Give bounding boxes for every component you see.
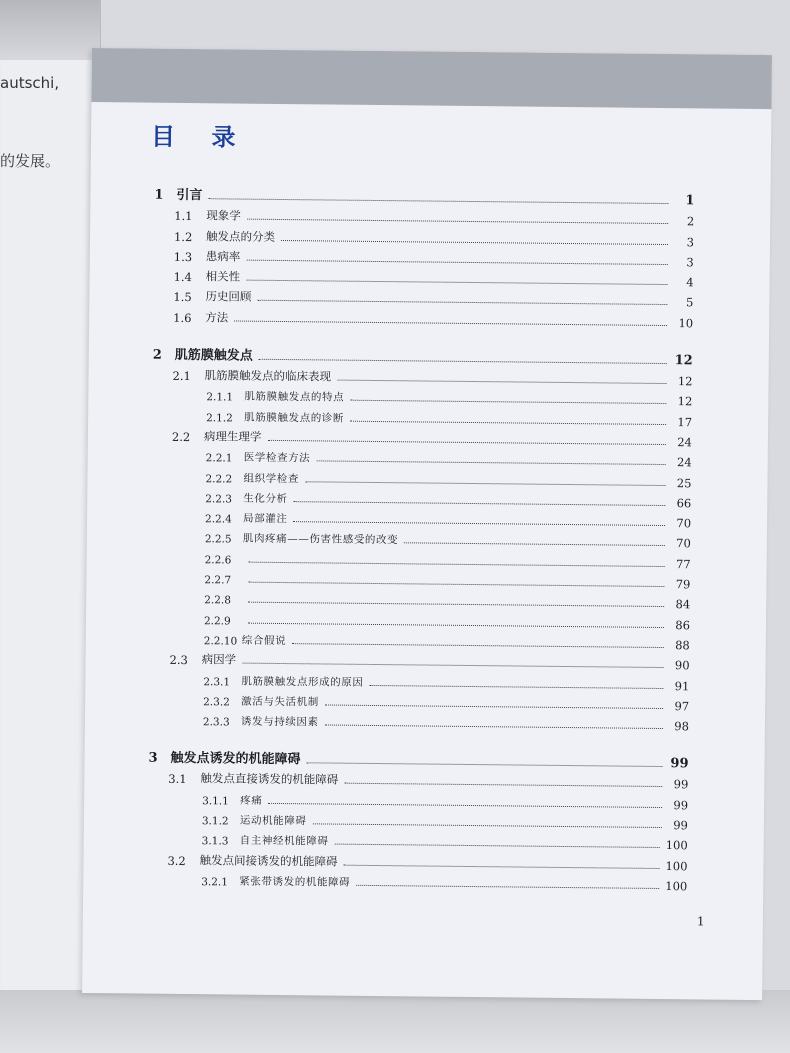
toc-entry-title: 触发点间接诱发的机能障碍: [199, 852, 338, 869]
toc-entry-page: 24: [676, 455, 692, 470]
toc-entry-number: 2.1.1: [206, 391, 234, 404]
toc-entry-title: 肌筋膜触发点的特点: [244, 390, 345, 405]
toc-entry-page: 100: [665, 878, 688, 894]
toc-entry-page: 70: [676, 516, 692, 531]
toc-entry-page: 5: [685, 295, 694, 310]
toc-entry-page: 97: [674, 698, 690, 714]
toc-entry-title: 现象学: [206, 208, 241, 223]
table-of-contents: [147, 179, 694, 894]
binding-shadow: [0, 0, 100, 60]
toc-entry-title: 综合假说: [241, 634, 287, 648]
toc-entry-page: 2: [686, 214, 695, 229]
dot-leader: [281, 239, 668, 245]
dot-leader: [369, 683, 663, 688]
toc-entry-page: 100: [665, 838, 688, 853]
toc-entry-title: 生化分析: [243, 492, 288, 505]
toc-entry-title: 历史回顾: [205, 289, 252, 305]
dot-leader: [248, 601, 664, 607]
toc-entry-title: 肌筋膜触发点: [174, 347, 253, 364]
toc-entry-number: 2.2.6: [204, 553, 232, 567]
dot-leader: [246, 259, 667, 265]
toc-subsection-3-2-1[interactable]: [147, 867, 687, 893]
toc-entry-number: 3.1.1: [202, 794, 229, 808]
toc-entry-page: 99: [673, 818, 688, 833]
toc-entry-number: 3.1: [168, 772, 187, 787]
dot-leader: [267, 439, 665, 445]
toc-entry-page: 99: [673, 777, 689, 792]
toc-entry-page: 91: [674, 678, 690, 693]
toc-entry-title: 诱发与持续因素: [240, 715, 319, 729]
dot-leader: [305, 480, 666, 486]
toc-entry-number: 1.5: [173, 290, 192, 305]
toc-entry-page: 99: [670, 756, 689, 772]
toc-entry-page: 12: [677, 374, 693, 389]
toc-entry-title: 局部灌注: [243, 512, 288, 526]
previous-page-text-2: 的发展。: [0, 152, 61, 170]
toc-entry-number: 2.1: [172, 368, 191, 384]
toc-entry-title: 肌肉疼痛——伤害性感受的改变: [242, 533, 399, 547]
dot-leader: [350, 419, 666, 424]
dot-leader: [248, 581, 664, 587]
dot-leader: [234, 319, 667, 326]
toc-entry-number: 2.2.9: [203, 614, 231, 628]
toc-entry-page: 24: [677, 435, 692, 450]
toc-entry-page: 70: [676, 536, 691, 551]
toc-entry-number: 1.3: [173, 249, 193, 264]
toc-entry-title: 触发点的分类: [205, 228, 276, 244]
toc-entry-page: 100: [665, 858, 688, 873]
toc-entry-title: 运动机能障碍: [239, 814, 307, 828]
toc-entry-number: 1.1: [174, 209, 193, 224]
toc-entry-number: 2.2.7: [204, 574, 232, 587]
toc-entry-number: 3.2.1: [201, 876, 229, 889]
toc-entry-number: 1.6: [173, 310, 192, 325]
toc-entry-number: 2.2.2: [205, 472, 233, 486]
toc-entry-number: 2.3.2: [203, 696, 230, 709]
dot-leader: [344, 782, 662, 787]
dot-leader: [246, 279, 667, 285]
toc-entry-page: 84: [675, 597, 691, 612]
toc-entry-title: 触发点诱发的机能障碍: [170, 750, 301, 768]
toc-entry-number: 2.2.8: [204, 594, 232, 607]
dot-leader: [312, 822, 661, 828]
toc-entry-page: 98: [674, 719, 690, 734]
dot-leader: [259, 358, 667, 364]
dot-leader: [292, 642, 664, 648]
dot-leader: [334, 843, 659, 848]
toc-entry-number: 2.2.5: [204, 533, 232, 546]
toc-entry-page: 88: [675, 638, 690, 653]
toc-entry-number: 2.1.2: [206, 411, 233, 425]
dot-leader: [293, 520, 665, 526]
toc-entry-title: 病理生理学: [203, 429, 262, 444]
toc-entry-title: 病因学: [201, 652, 237, 667]
toc-entry-number: 2.2: [171, 429, 191, 445]
toc-entry-page: 66: [676, 496, 692, 511]
toc-entry-number: 2.3.3: [202, 716, 230, 729]
toc-entry-title: 肌筋膜触发点形成的原因: [241, 675, 364, 689]
toc-entry-title: 肌筋膜触发点的临床表现: [204, 368, 332, 384]
toc-entry-number: 2.2.4: [205, 513, 232, 526]
toc-entry-title: 触发点直接诱发的机能障碍: [200, 771, 339, 788]
toc-entry-number: 2.3.1: [203, 675, 231, 689]
page-title: 目 录: [150, 122, 250, 152]
toc-page: [82, 48, 772, 1000]
dot-leader: [325, 703, 663, 709]
toc-entry-title: 患病率: [205, 249, 241, 264]
dot-leader: [316, 460, 665, 466]
dot-leader: [294, 500, 666, 506]
toc-entry-page: 3: [686, 234, 695, 249]
dot-leader: [247, 218, 668, 224]
toc-entry-page: 17: [677, 414, 693, 429]
toc-entry-number: 2.2.3: [205, 493, 233, 506]
toc-entry-title: 引言: [176, 187, 203, 204]
toc-entry-number: 2: [152, 347, 162, 363]
dot-leader: [404, 542, 665, 547]
dot-leader: [350, 399, 666, 404]
header-bar: [91, 48, 772, 109]
toc-entry-title: 疼痛: [240, 794, 263, 807]
toc-entry-page: 10: [678, 315, 694, 331]
toc-entry-number: 3: [148, 750, 158, 766]
toc-entry-number: 3.1.2: [201, 815, 229, 828]
toc-entry-page: 77: [675, 556, 691, 572]
dot-leader: [325, 724, 663, 730]
toc-entry-page: 3: [686, 255, 694, 270]
previous-page-text-1: autschi,: [0, 74, 60, 92]
toc-entry-title: 相关性: [205, 269, 241, 284]
dot-leader: [356, 884, 659, 889]
dot-leader: [337, 379, 667, 384]
toc-entry-page: 4: [686, 275, 694, 290]
toc-entry-title: 方法: [205, 309, 229, 325]
toc-entry-number: 1.2: [173, 229, 193, 244]
toc-entry-page: 79: [675, 577, 691, 592]
toc-entry-number: 2.2.1: [205, 452, 233, 465]
page-number: 1: [696, 914, 705, 929]
table-surface: [0, 990, 790, 1053]
dot-leader: [248, 621, 664, 627]
toc-entry-page: 86: [675, 617, 691, 632]
toc-entry-page: 12: [674, 352, 693, 369]
dot-leader: [343, 863, 659, 868]
toc-entry-title: 自主神经机能障碍: [239, 834, 329, 848]
toc-entry-title: 紧张带诱发的机能障碍: [239, 875, 351, 889]
dot-leader: [242, 662, 663, 668]
toc-entry-page: 90: [674, 658, 690, 673]
toc-entry-number: 3.2: [167, 853, 186, 868]
toc-entry-number: 1.4: [173, 270, 192, 285]
toc-entry-page: 25: [676, 475, 692, 490]
toc-entry-title: 激活与失活机制: [241, 695, 319, 709]
toc-entry-title: 组织学检查: [243, 472, 300, 485]
toc-entry-page: 99: [673, 797, 689, 813]
toc-entry-title: 医学检查方法: [243, 451, 311, 465]
toc-entry-page: 1: [685, 193, 695, 209]
toc-entry-number: 2.3: [169, 653, 188, 668]
dot-leader: [249, 560, 665, 566]
toc-entry-title: 肌筋膜触发点的诊断: [244, 411, 345, 425]
dot-leader: [307, 761, 663, 767]
toc-entry-number: 2.2.10: [203, 635, 238, 648]
dot-leader: [268, 802, 662, 808]
toc-entry-page: 12: [677, 394, 693, 409]
dot-leader: [257, 299, 667, 305]
toc-entry-number: 3.1.3: [201, 835, 229, 848]
toc-entry-number: 1: [154, 187, 164, 203]
